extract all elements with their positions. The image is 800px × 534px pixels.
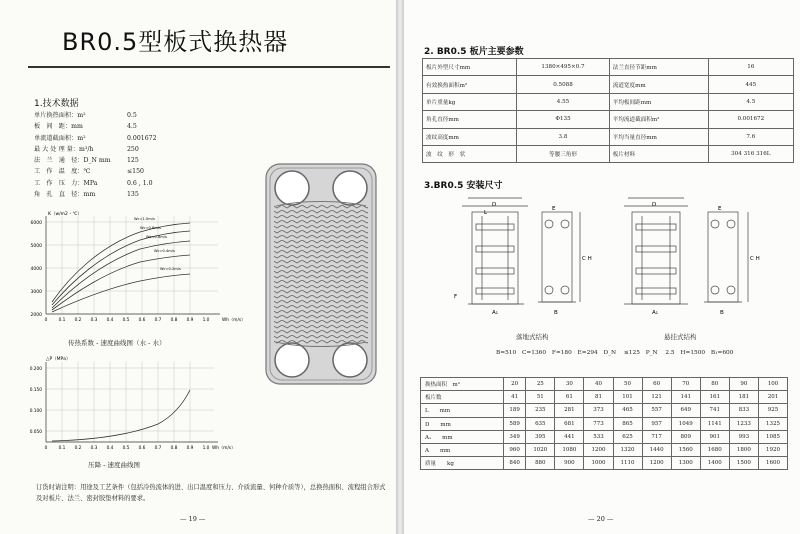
table-row [423, 76, 794, 93]
chart2-xtick: 0 [44, 446, 48, 451]
hanging-type-caption: 悬挂式结构 [664, 333, 697, 341]
table-cell: 625 [613, 430, 642, 443]
table-cell: 换热面积 m² [421, 378, 504, 391]
table-cell: 1020 [526, 443, 555, 456]
drawing-label-b: B [554, 310, 558, 316]
table-cell: 等腰三角形 [517, 145, 609, 162]
table-cell: 1400 [700, 457, 729, 470]
port-hole [275, 171, 309, 205]
section-tech-data-title: 1.技术数据 [34, 99, 79, 109]
frame-outline [472, 212, 518, 304]
chart1-ytick: 3000 [30, 290, 42, 295]
table-row [423, 93, 794, 110]
spec-value: 0.001672 [127, 134, 157, 142]
table-cell: 平均流道截面积m² [609, 111, 708, 128]
table-cell: 51 [526, 391, 555, 404]
book-spine [396, 0, 404, 534]
table-cell: 3.8 [517, 128, 609, 145]
table-cell: 635 [526, 417, 555, 430]
table-cell: 1233 [729, 417, 758, 430]
chart2-xtick: 0.6 [138, 446, 146, 451]
drawing-label-d: D [652, 202, 657, 208]
table-cell: 1141 [700, 417, 729, 430]
chart1-ytick: 5000 [30, 244, 42, 249]
table-cell: 1300 [671, 457, 700, 470]
chart2-ytick: 0.200 [29, 367, 42, 372]
table-cell: 30 [555, 378, 584, 391]
table-cell: D mm [421, 417, 504, 430]
table-cell: 235 [526, 404, 555, 417]
chart1-ytick: 4000 [30, 267, 42, 272]
chart1-xtick: 0 [44, 318, 48, 323]
table-cell: 流道宽度mm [609, 76, 708, 93]
table-cell: 557 [642, 404, 671, 417]
table-cell: 161 [700, 391, 729, 404]
spec-key: 单片换热面积：m² [34, 112, 86, 119]
drawing-label-d: D [492, 202, 497, 208]
title-rule [28, 66, 390, 68]
spec-key: 单流道截面积：m² [34, 134, 86, 142]
page-number: — 19 — [180, 515, 206, 523]
drawing-label-ch: C H [750, 256, 760, 262]
table-row [421, 443, 788, 456]
dimension-line: B=510 C=1360 F=180 E=294 D_N ≤125 P_N 2.5 H=1500 B₁=600 [496, 350, 734, 356]
table-row [421, 417, 788, 430]
chart2-xtick: 0.9 [186, 446, 194, 451]
table-cell: 840 [504, 457, 526, 470]
drawing-label-a1: A₁ [652, 310, 658, 316]
table-cell: 80 [700, 378, 729, 391]
chart2-xtick: 0.5 [122, 446, 130, 451]
table-cell: 单片重量kg [423, 93, 517, 110]
table-cell: 1920 [758, 443, 787, 456]
table-cell: 1600 [758, 457, 787, 470]
pressure-drop-chart [28, 352, 236, 452]
chart1-xtick: 0.2 [74, 318, 82, 323]
chart1-curve-label: Wc=0.2m/s [160, 267, 181, 271]
spec-row [34, 166, 187, 177]
table-cell: 589 [504, 417, 526, 430]
table-row [421, 404, 788, 417]
table-cell: 1080 [555, 443, 584, 456]
table-cell: 1500 [729, 457, 758, 470]
table-cell: 波纹高度mm [423, 128, 517, 145]
spec-value: 135 [127, 191, 139, 199]
table-cell: 板片数 [421, 391, 504, 404]
table-cell: 1000 [584, 457, 613, 470]
chart2-xtick: 0.7 [154, 446, 162, 451]
spec-row [34, 133, 187, 144]
table-cell: 20 [504, 378, 526, 391]
table-cell: 波 纹 形 状 [423, 145, 517, 162]
chart2-xtick: 0.1 [58, 446, 66, 451]
chart2-xtick: 0.8 [170, 446, 178, 451]
spec-key: 最 大 处 理 量：m³/h [34, 145, 94, 153]
table-cell: 1560 [671, 443, 700, 456]
table-row [423, 145, 794, 162]
right-page [404, 0, 800, 534]
chart2-ytick: 0.150 [29, 388, 42, 393]
chart2-xtick: 0.4 [106, 446, 114, 451]
table-cell: 7.6 [708, 128, 793, 145]
left-page [0, 0, 396, 534]
spec-row [34, 189, 187, 200]
chart2-curve [52, 390, 190, 441]
spec-key: 工 作 温 度：℃ [34, 168, 91, 176]
chart2-xtick: 0.3 [90, 446, 98, 451]
table-cell: 1680 [700, 443, 729, 456]
spec-value: 250 [127, 145, 139, 153]
table-cell: 960 [504, 443, 526, 456]
drawing-label-ch: C H [582, 256, 592, 262]
table-cell: 993 [729, 430, 758, 443]
chart1-ytick: 6000 [30, 221, 42, 226]
table-cell: 平均当量直径mm [609, 128, 708, 145]
page-number: — 20 — [588, 515, 614, 523]
table-cell: 法兰直径节距mm [609, 59, 708, 76]
heat-transfer-chart [30, 206, 246, 324]
table-row [421, 430, 788, 443]
table-cell: 441 [555, 430, 584, 443]
chart1-curve-label: Wc=0.8m/s [140, 226, 161, 230]
table-cell: 1110 [613, 457, 642, 470]
page-title: BR0.5型板式换热器 [62, 28, 289, 56]
chart1-xtick: 0.8 [170, 318, 178, 323]
plate-params-table [422, 58, 794, 163]
chart2-ylabel: △P（MPa） [46, 357, 71, 362]
table-cell: 1800 [729, 443, 758, 456]
table-cell: 60 [642, 378, 671, 391]
table-cell: 865 [613, 417, 642, 430]
spec-value: 0.6 , 1.0 [127, 179, 153, 187]
table-cell: 1200 [584, 443, 613, 456]
table-cell: 880 [526, 457, 555, 470]
table-cell: 90 [729, 378, 758, 391]
spec-row [34, 110, 187, 121]
table-cell: A₁ mm [421, 430, 504, 443]
table-cell: 4.5 [708, 93, 793, 110]
chart1-xtick: 1.0 [202, 318, 210, 323]
table-cell: 925 [758, 404, 787, 417]
table-cell: 4.55 [517, 93, 609, 110]
table-cell: 773 [584, 417, 613, 430]
table-cell: 1380×495×0.7 [517, 59, 609, 76]
chart2-xlabel: Wh（m/s） [212, 446, 236, 451]
table-cell: 100 [758, 378, 787, 391]
chart1-ylabel: K（w/m2・℃） [48, 212, 82, 217]
table-cell: 40 [584, 378, 613, 391]
table-row [423, 128, 794, 145]
table-cell: 25 [526, 378, 555, 391]
table-cell: 304 316 316L [708, 145, 793, 162]
table-cell: 201 [758, 391, 787, 404]
drawing-label-b: B [720, 310, 724, 316]
table-row [423, 59, 794, 76]
chart1-xtick: 0.5 [122, 318, 130, 323]
spec-key: 工 作 压 力：MPa [34, 179, 98, 187]
table-cell: 395 [526, 430, 555, 443]
chart1-ytick: 2000 [30, 313, 42, 318]
installation-drawing [448, 194, 774, 320]
table-cell: 649 [671, 404, 700, 417]
table-cell: 1440 [642, 443, 671, 456]
table-cell: 445 [708, 76, 793, 93]
table-cell: A mm [421, 443, 504, 456]
spec-row [34, 178, 187, 189]
table-cell: 833 [729, 404, 758, 417]
chart1-xtick: 0.7 [154, 318, 162, 323]
table-cell: 533 [584, 430, 613, 443]
drawing-label-e: E [718, 206, 722, 212]
chart1-caption: 传热系数 - 速度曲线图（水 - 水） [68, 339, 166, 347]
table-cell: 70 [671, 378, 700, 391]
order-note: 订货时请注明：用途及工艺条件（包括冷热流体的进、出口温度和压力、介质流量、何种介质等），总换热面积、流程组合形式及对板片、法兰、密封胶垫材料的要求。 [36, 484, 386, 502]
drawing-label-l: L [484, 210, 488, 216]
table-cell: 957 [642, 417, 671, 430]
chart1-curve [52, 223, 190, 302]
spec-key: 板 间 距：mm [34, 123, 83, 131]
table-cell: 1200 [642, 457, 671, 470]
spec-value: 4.5 [127, 123, 137, 131]
chart2-ytick: 0.100 [29, 409, 42, 414]
chart1-xlabel: Wh（m/s） [222, 318, 246, 323]
spec-row [34, 121, 187, 132]
table-cell: 900 [555, 457, 584, 470]
chart1-curve [52, 274, 190, 312]
table-cell: 741 [700, 404, 729, 417]
table-cell: 0.001672 [708, 111, 793, 128]
port-hole [333, 343, 367, 377]
table-cell: 板片材料 [609, 145, 708, 162]
table-cell: 61 [555, 391, 584, 404]
chart2-xtick: 0.2 [74, 446, 82, 451]
table-cell: 717 [642, 430, 671, 443]
chart1-curve-label: Wc=0.6m/s [146, 235, 167, 239]
spec-value: ≤150 [127, 168, 144, 176]
chart2-caption: 压降 - 速度曲线图 [88, 461, 140, 469]
table-cell: 465 [613, 404, 642, 417]
table-row [423, 111, 794, 128]
table-cell: 质量 kg [421, 457, 504, 470]
table-cell: 角孔直径mm [423, 111, 517, 128]
table-cell: 16 [708, 59, 793, 76]
table-cell: 373 [584, 404, 613, 417]
port-hole [333, 171, 367, 205]
spec-value: 0.5 [127, 112, 137, 119]
table-cell: 809 [671, 430, 700, 443]
chart1-xtick: 0.1 [58, 318, 66, 323]
chart1-xtick: 0.9 [186, 318, 194, 323]
table-cell: 1049 [671, 417, 700, 430]
table-cell: 1325 [758, 417, 787, 430]
table-cell: 有效换热面积m² [423, 76, 517, 93]
spec-row [34, 155, 187, 166]
table-cell: L mm [421, 404, 504, 417]
chart1-curve-label: Wc=1.0m/s [134, 217, 155, 221]
spec-row [34, 144, 187, 155]
table-cell: 901 [700, 430, 729, 443]
chart1-xtick: 0.3 [90, 318, 98, 323]
table-cell: 50 [613, 378, 642, 391]
table-header-row [421, 378, 788, 391]
table-cell: 281 [555, 404, 584, 417]
table-cell: 1320 [613, 443, 642, 456]
port-hole [275, 343, 309, 377]
chart1-curve-label: Wc=0.4m/s [154, 249, 175, 253]
spec-key: 角 孔 直 径：mm [34, 191, 96, 199]
spec-value: 125 [127, 157, 139, 165]
table-cell: 181 [729, 391, 758, 404]
table-row [421, 391, 788, 404]
table-cell: Φ135 [517, 111, 609, 128]
chart1-xtick: 0.4 [106, 318, 114, 323]
table-cell: 141 [671, 391, 700, 404]
table-row [421, 457, 788, 470]
table-cell: 81 [584, 391, 613, 404]
size-table [420, 377, 788, 470]
table-cell: 1085 [758, 430, 787, 443]
chart1-xtick: 0.6 [138, 318, 146, 323]
drawing-label-f: F [454, 294, 458, 300]
table-cell: 121 [642, 391, 671, 404]
table-cell: 41 [504, 391, 526, 404]
table-cell: 189 [504, 404, 526, 417]
chart2-ytick: 0.050 [29, 430, 42, 435]
drawing-label-e: E [552, 206, 556, 212]
table-cell: 349 [504, 430, 526, 443]
table-cell: 681 [555, 417, 584, 430]
floor-type-caption: 落地式结构 [516, 333, 549, 341]
spec-key: 法 兰 通 径：D_N mm [34, 157, 111, 165]
table-cell: 板片外型尺寸mm [423, 59, 517, 76]
drawing-label-a1: A₁ [492, 310, 498, 316]
section-plate-params-title: 2. BR0.5 板片主要参数 [424, 47, 524, 57]
table-cell: 平均板间距mm [609, 93, 708, 110]
table-cell: 101 [613, 391, 642, 404]
chart2-xtick: 1.0 [202, 446, 210, 451]
spec-list [34, 110, 187, 200]
table-cell: 0.5088 [517, 76, 609, 93]
section-install-title: 3.BR0.5 安装尺寸 [424, 181, 503, 191]
plate-image [262, 160, 380, 388]
